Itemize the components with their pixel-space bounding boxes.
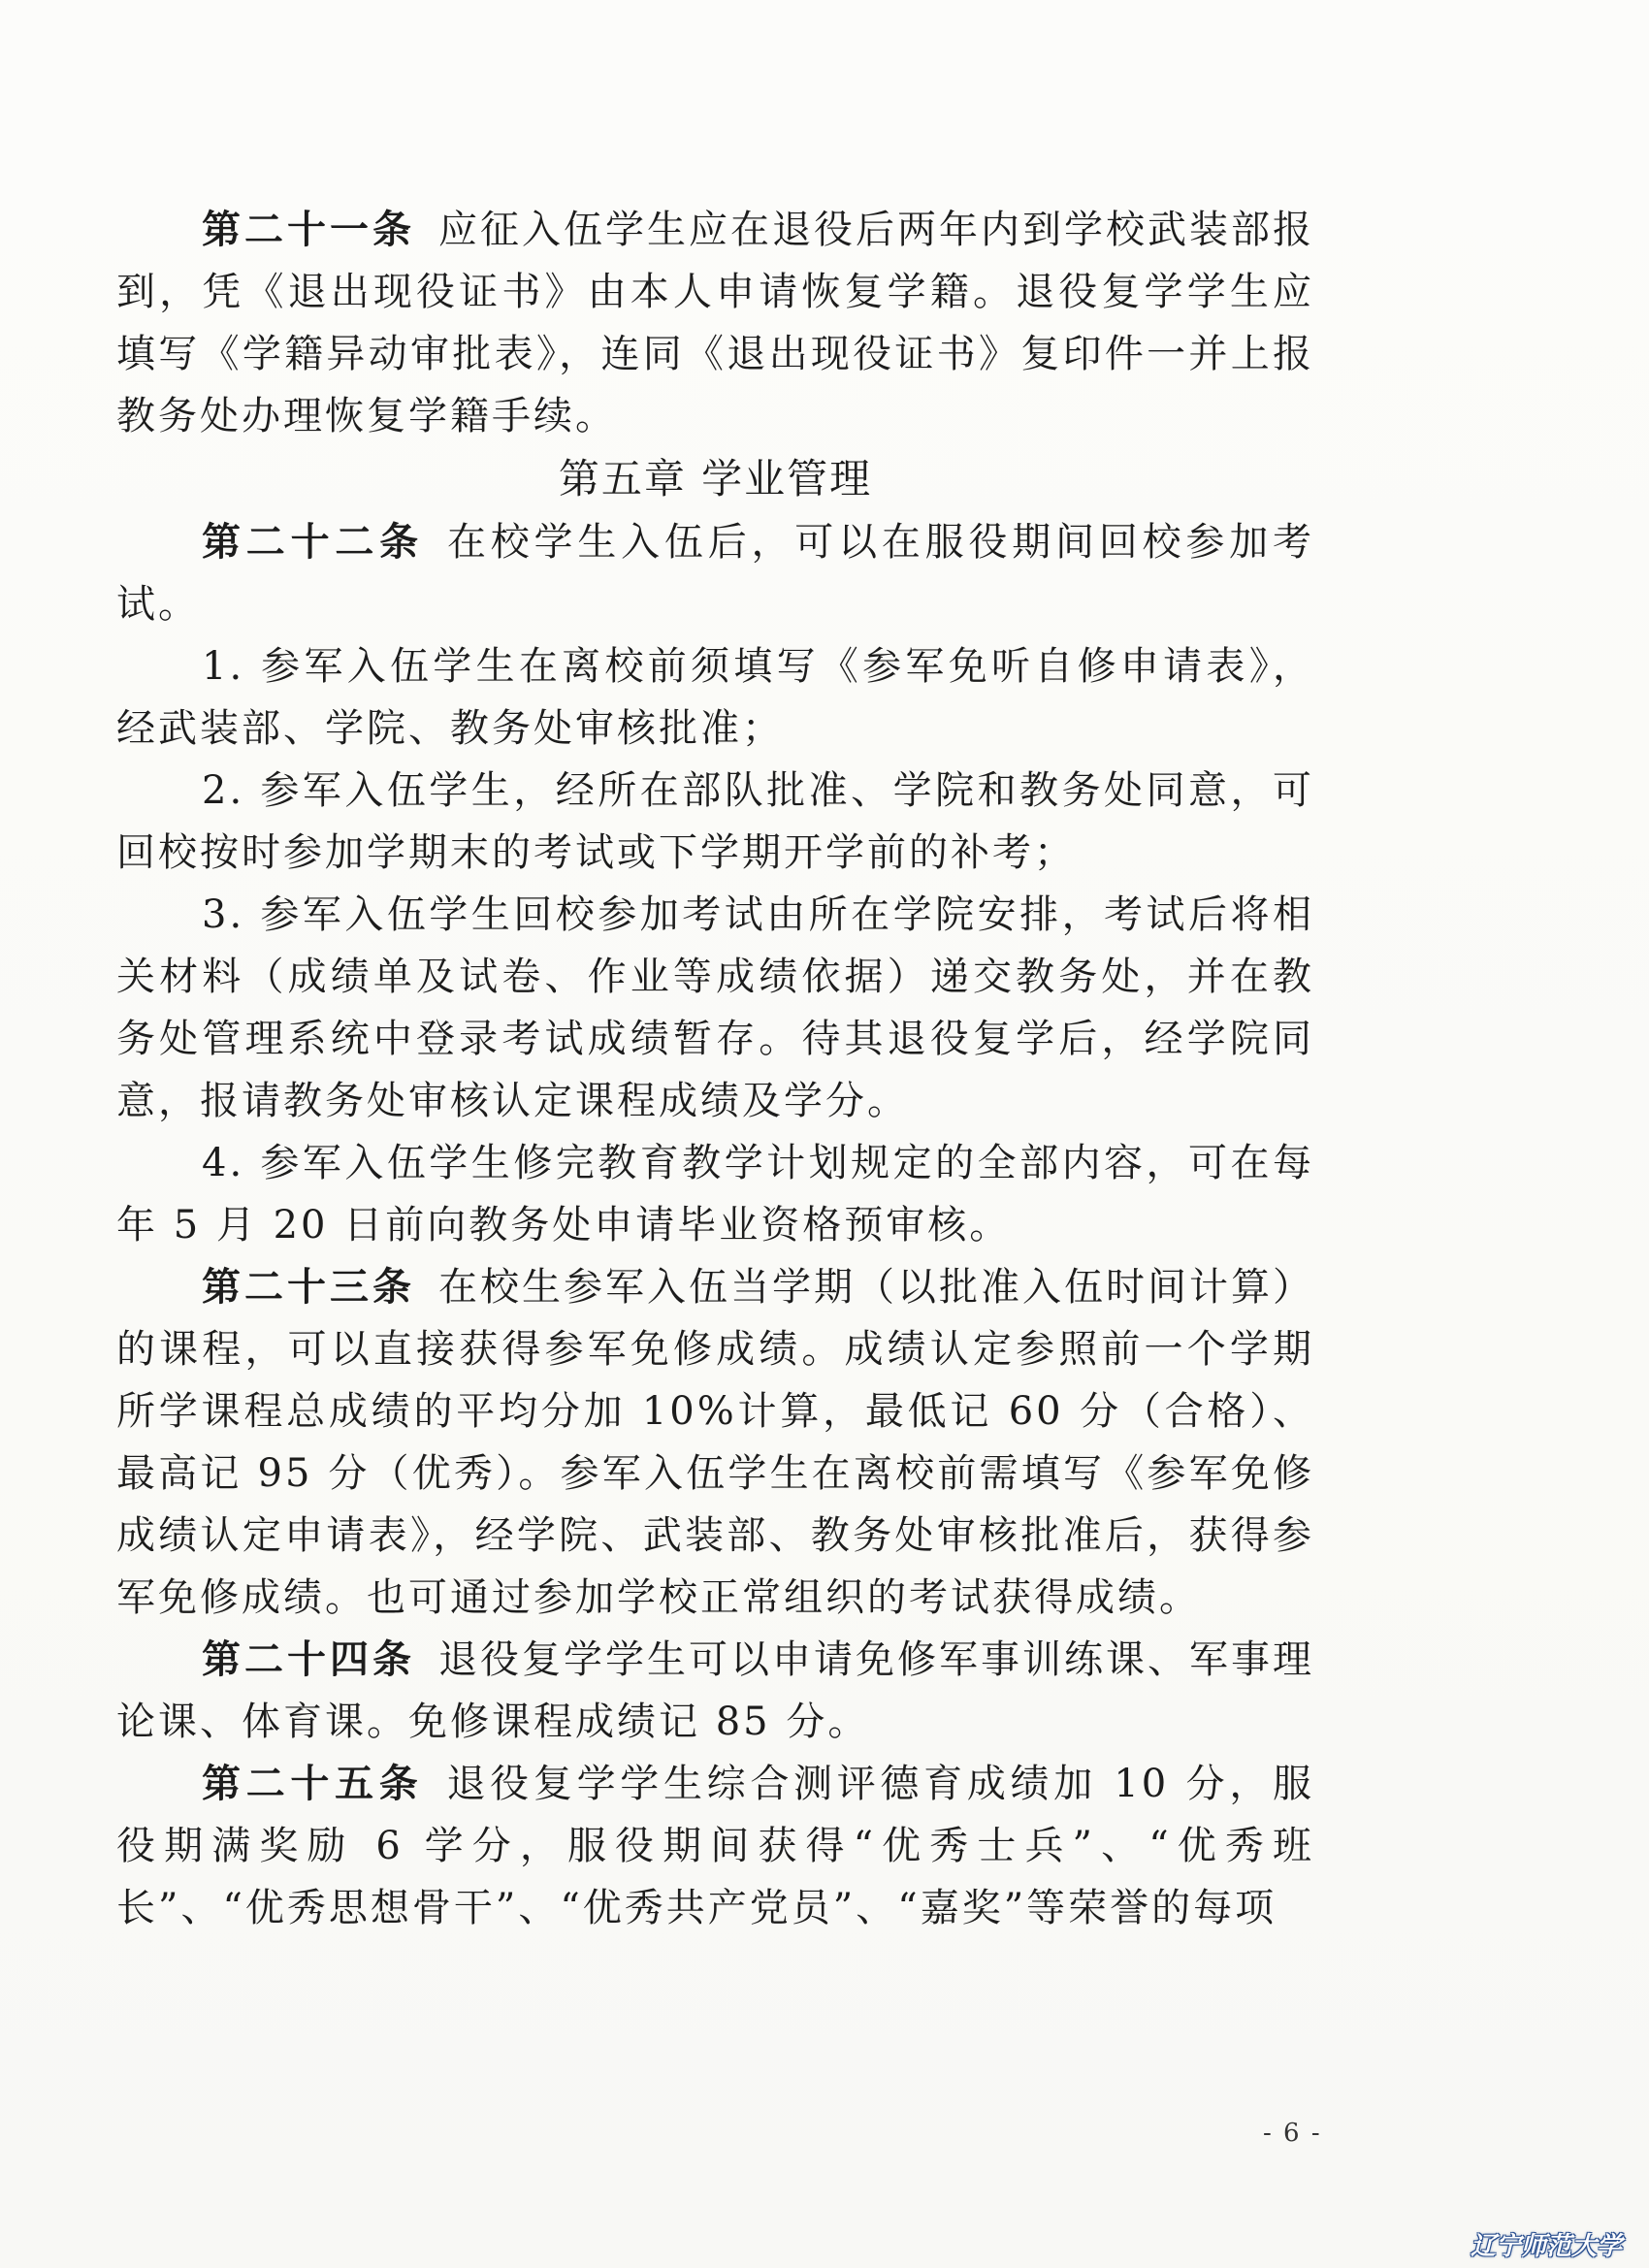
article-paragraph — [116, 511, 1314, 635]
article-text: 退役复学学生可以申请免修军事训练课、军事理论课、体育课。免修课程成绩记 85 分。 — [116, 1637, 1314, 1744]
article-text: 在校学生入伍后，可以在服役期间回校参加考试。 — [116, 520, 1315, 627]
article-paragraph — [116, 1629, 1314, 1753]
article-paragraph — [116, 199, 1314, 447]
article-text: 在校生参军入伍当学期（以批准入伍时间计算）的课程，可以直接获得参军免修成绩。成绩认定参照前一个学期所学课程总成绩的平均分加 10%计算，最低记 60 分（合格）、最高记 95 分（优秀）。参军入伍学生在离校前需填写《参军免修成绩认定申请表》，经学院、武装部、教务处审核批准后，获得参军免修成绩。也可通过参加学校正常组织的考试获得成绩。 — [116, 1265, 1314, 1620]
article-paragraph — [116, 1256, 1314, 1629]
watermark-logo: 辽宁师范大学 — [1470, 2232, 1622, 2261]
list-item: 1. 参军入伍学生在离校前须填写《参军免听自修申请表》，经武装部、学院、教务处审核批准； — [116, 644, 1314, 751]
article-number: 第二十五条 — [202, 1762, 424, 1806]
article-text: 应征入伍学生应在退役后两年内到学校武装部报到，凭《退出现役证书》由本人申请恢复学籍。退役复学学生应填写《学籍异动审批表》，连同《退出现役证书》复印件一并上报教务处办理恢复学籍手续。 — [116, 208, 1314, 438]
list-item: 2. 参军入伍学生，经所在部队批准、学院和教务处同意，可回校按时参加学期末的考试或下学期开学前的补考； — [116, 768, 1314, 875]
chapter-title: 第五章 学业管理 — [558, 455, 873, 502]
article-number: 第二十三条 — [202, 1265, 415, 1310]
article-paragraph — [116, 1753, 1314, 1939]
page-number: - 6 - — [1263, 2119, 1322, 2148]
article-text: 退役复学学生综合测评德育成绩加 10 分，服役期满奖励 6 学分，服役期间获得“优秀士兵”、“优秀班长”、“优秀思想骨干”、“优秀共产党员”、“嘉奖”等荣誉的每项 — [116, 1762, 1315, 1930]
article-number: 第二十一条 — [202, 208, 415, 252]
article-number: 第二十二条 — [202, 520, 424, 565]
list-item: 3. 参军入伍学生回校参加考试由所在学院安排，考试后将相关材料（成绩单及试卷、作业等成绩依据）递交教务处，并在教务处管理系统中登录考试成绩暂存。待其退役复学后，经学院同意，报请教务处审核认定课程成绩及学分。 — [116, 892, 1314, 1123]
document-body — [116, 199, 1314, 1939]
article-number: 第二十四条 — [202, 1637, 415, 1682]
list-item: 4. 参军入伍学生修完教育教学计划规定的全部内容，可在每年 5 月 20 日前向教务处申请毕业资格预审核。 — [116, 1141, 1314, 1247]
